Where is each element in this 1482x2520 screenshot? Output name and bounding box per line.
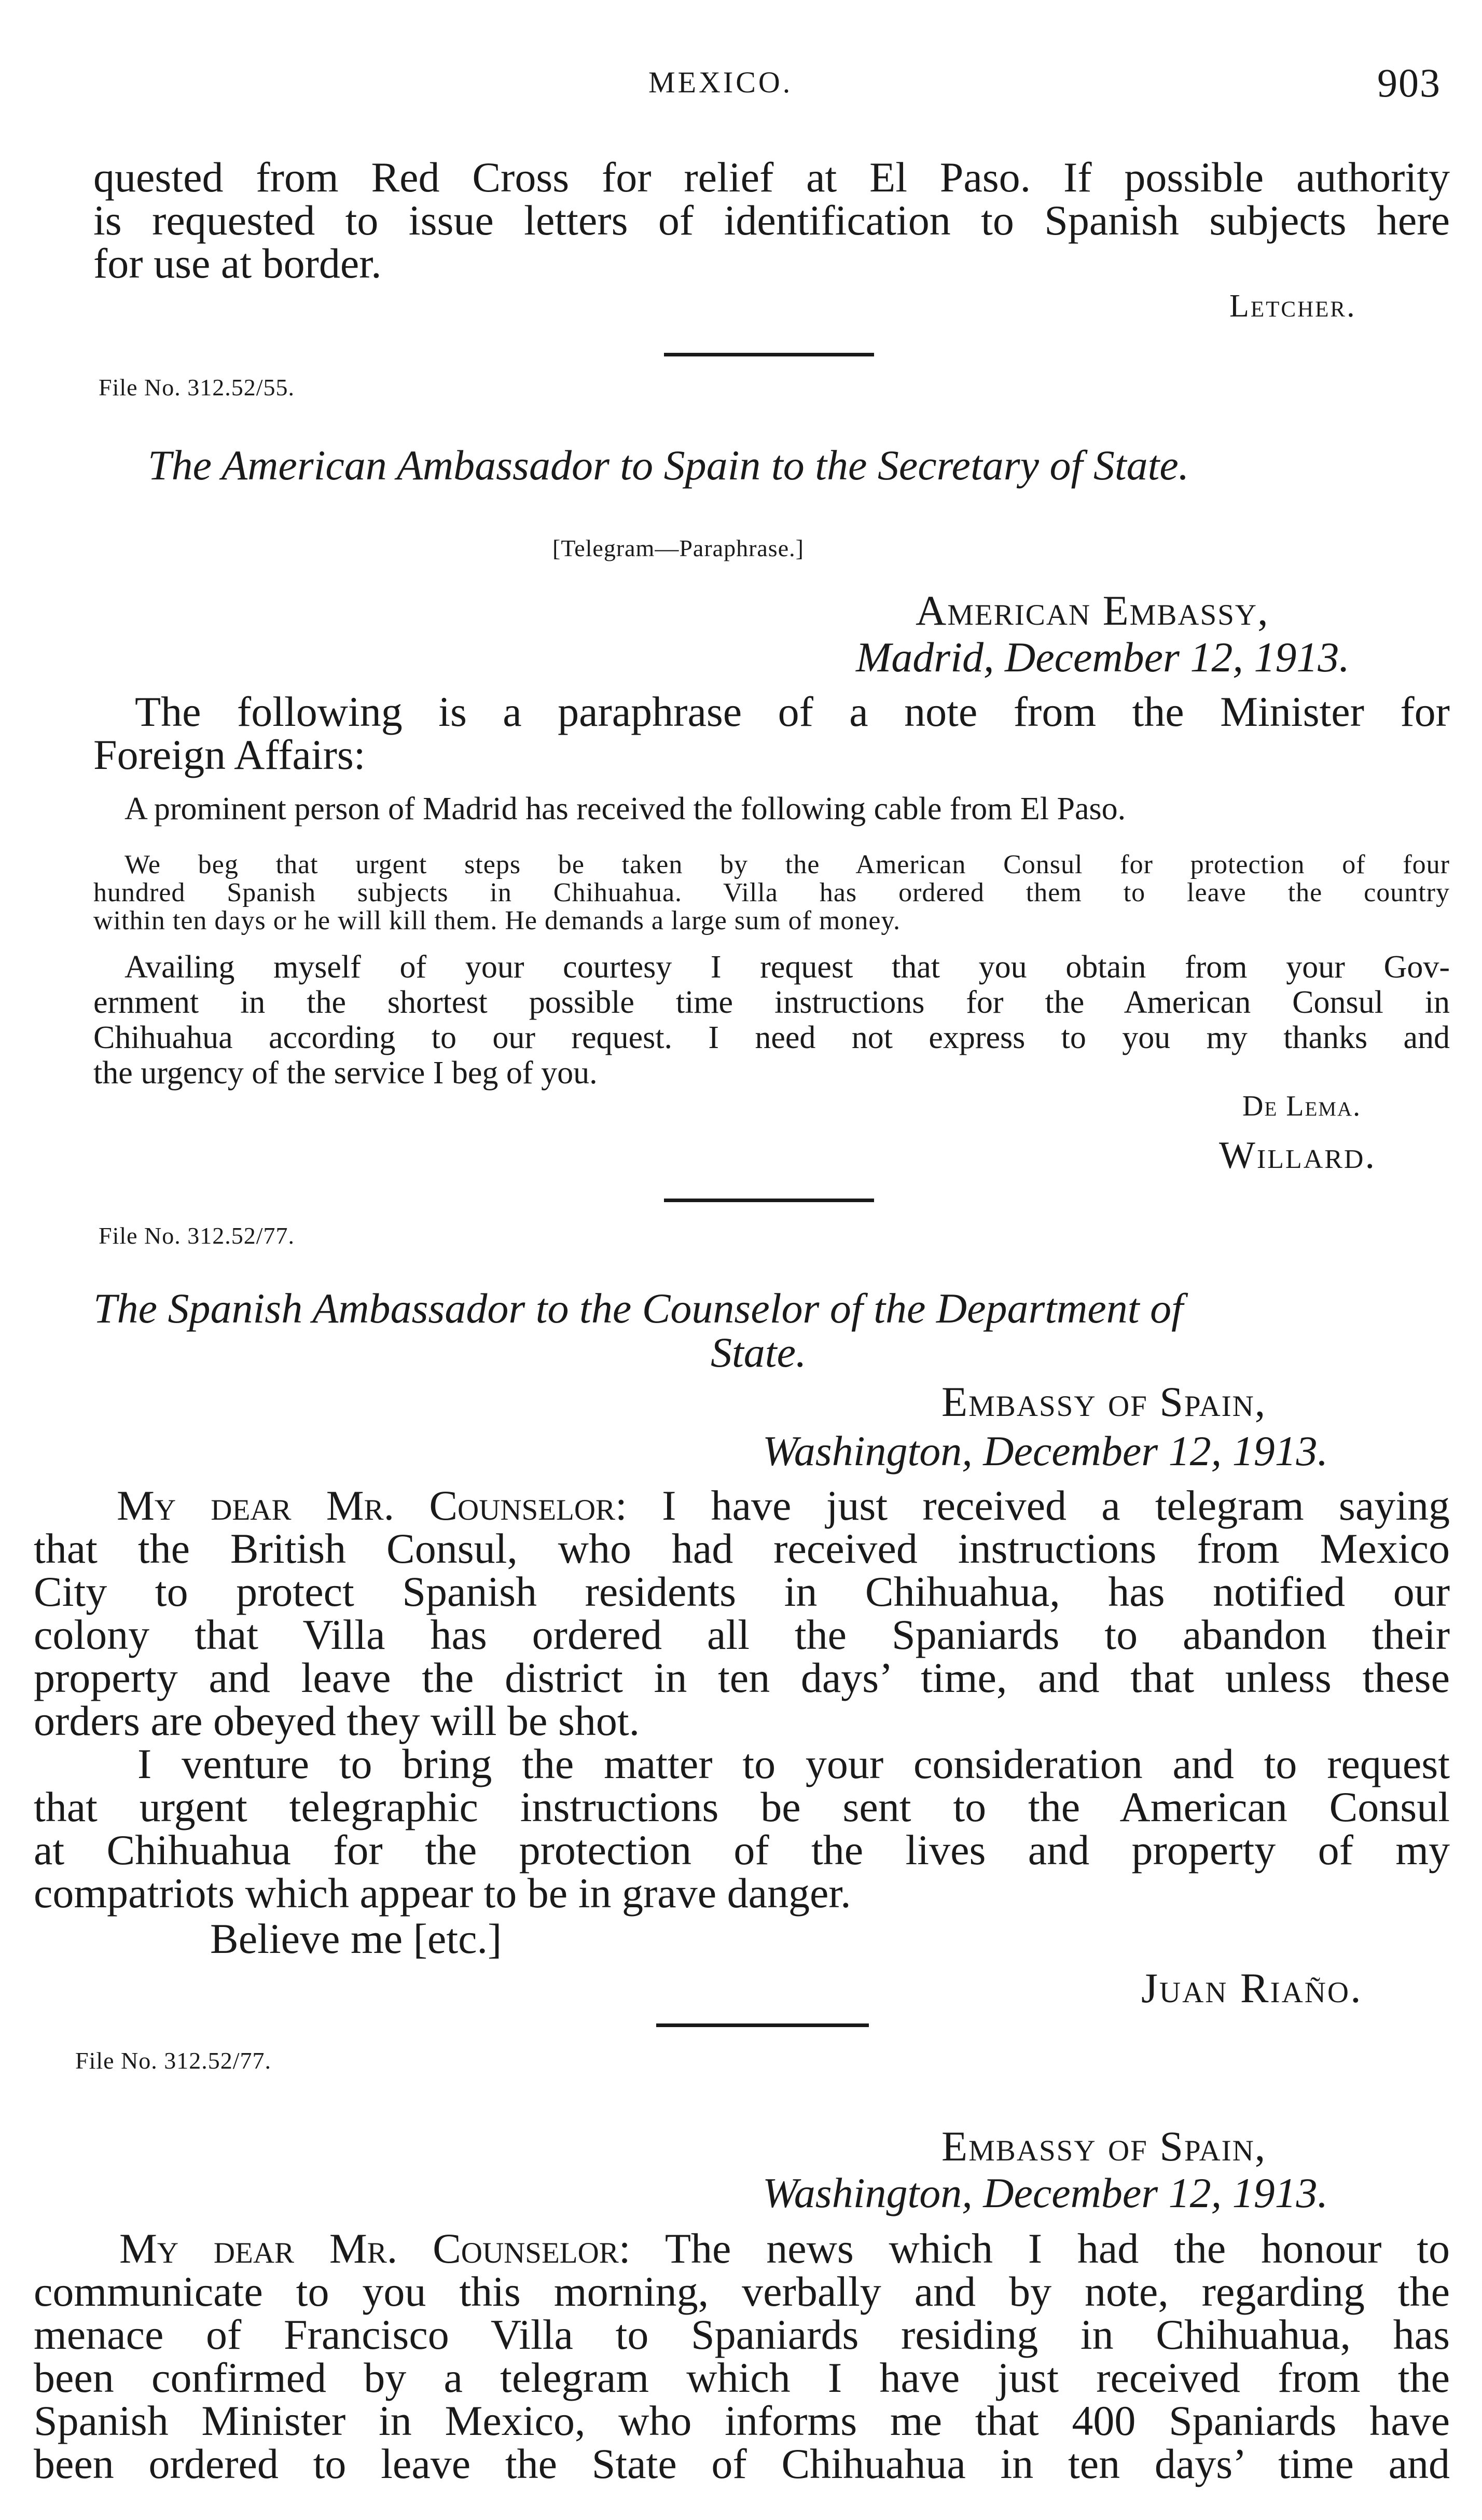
text-fragment: I have just received a telegram saying bbox=[627, 1482, 1450, 1529]
sender-place: Embassy of Spain, bbox=[941, 2123, 1267, 2170]
text-line: Availing myself of your courtesy I request that you obtain from your Gov- bbox=[124, 949, 1450, 985]
text-fragment: The news which I had the honour to bbox=[630, 2225, 1450, 2272]
text-line bbox=[34, 1484, 1450, 1527]
text-line: quested from Red Cross for relief at El Paso. If possible authority bbox=[93, 154, 1450, 201]
text-line: compatriots which appear to be in grave danger. bbox=[34, 1869, 851, 1917]
text-line: Spanish Minister in Mexico, who informs me that 400 Spaniards have bbox=[34, 2397, 1450, 2444]
letter-date: Madrid, December 12, 1913. bbox=[856, 634, 1350, 681]
salutation: My dear Mr. Counselor: bbox=[117, 1482, 627, 1529]
signature: Willard. bbox=[1219, 1134, 1376, 1177]
text-line: property and leave the district in ten days’ time, and that unless these bbox=[34, 1654, 1450, 1701]
text-line: The following is a paraphrase of a note from the Minister for bbox=[135, 688, 1450, 735]
text-line: at Chihuahua for the protection of the lives and property of my bbox=[34, 1826, 1450, 1874]
sender-place: Embassy of Spain, bbox=[941, 1378, 1267, 1425]
letter-paragraph bbox=[34, 1742, 1450, 1915]
section-divider bbox=[664, 353, 874, 356]
text-line: menace of Francisco Villa to Spaniards residing in Chihuahua, has bbox=[34, 2311, 1450, 2358]
text-line: I venture to bring the matter to your consideration and to request bbox=[137, 1740, 1450, 1787]
letter-date: Washington, December 12, 1913. bbox=[763, 2169, 1328, 2216]
document-title: The American Ambassador to Spain to the Secretary of State. bbox=[148, 442, 1189, 489]
salutation: My dear Mr. Counselor: bbox=[119, 2225, 631, 2272]
text-line: colony that Villa has ordered all the Spaniards to abandon their bbox=[34, 1611, 1450, 1658]
text-line: Chihuahua according to our request. I need not express to you my thanks and bbox=[93, 1020, 1450, 1055]
file-number: File No. 312.52/77. bbox=[99, 1222, 295, 1249]
letter-date: Washington, December 12, 1913. bbox=[763, 1427, 1328, 1475]
text-line: that the British Consul, who had received instructions from Mexico bbox=[34, 1525, 1450, 1572]
letter-paragraph bbox=[34, 2227, 1450, 2485]
running-header: MEXICO. bbox=[648, 65, 793, 99]
text-line: We beg that urgent steps be taken by the American Consul for protection of four bbox=[124, 850, 1450, 879]
cable-text bbox=[93, 851, 1450, 935]
text-line: orders are obeyed they will be shot. bbox=[34, 1697, 640, 1744]
letter-closing: Believe me [etc.] bbox=[210, 1915, 502, 1962]
telegram-note: [Telegram—Paraphrase.] bbox=[552, 535, 804, 561]
text-line: ernment in the shortest possible time instructions for the American Consul in bbox=[93, 985, 1450, 1020]
text-line: Foreign Affairs: bbox=[93, 731, 366, 778]
quote-intro: A prominent person of Madrid has received the following cable from El Paso. bbox=[124, 791, 1126, 827]
file-number: File No. 312.52/77. bbox=[75, 2047, 272, 2074]
letter-paragraph bbox=[34, 1484, 1450, 1742]
text-line: been ordered to leave the State of Chihuahua in ten days’ time and bbox=[34, 2440, 1450, 2487]
text-line: that urgent telegraphic instructions be sent to the American Consul bbox=[34, 1783, 1450, 1830]
document-title-cont: State. bbox=[711, 1329, 807, 1376]
text-line: the urgency of the service I beg of you. bbox=[93, 1055, 598, 1091]
text-line: within ten days or he will kill them. He demands a large sum of money. bbox=[93, 906, 901, 935]
text-line: communicate to you this morning, verbally and by note, regarding the bbox=[34, 2268, 1450, 2315]
text-line bbox=[34, 2227, 1450, 2270]
continuation-paragraph bbox=[93, 156, 1450, 285]
intro-paragraph bbox=[93, 690, 1450, 776]
signature: Letcher. bbox=[1229, 288, 1356, 324]
section-divider bbox=[664, 1199, 874, 1202]
sender-place: American Embassy, bbox=[916, 587, 1269, 634]
request-paragraph bbox=[93, 949, 1450, 1091]
signature: De Lema. bbox=[1242, 1090, 1362, 1122]
section-divider bbox=[656, 2023, 869, 2027]
signature: Juan Riaño. bbox=[1141, 1964, 1363, 2012]
text-line: hundred Spanish subjects in Chihuahua. Villa has ordered them to leave the country bbox=[93, 878, 1450, 907]
file-number: File No. 312.52/55. bbox=[99, 374, 295, 401]
text-line: is requested to issue letters of identification to Spanish subjects here bbox=[93, 197, 1450, 244]
text-line: for use at border. bbox=[93, 240, 382, 287]
page-number: 903 bbox=[1377, 60, 1441, 105]
document-title: The Spanish Ambassador to the Counselor of the Department of bbox=[93, 1285, 1183, 1332]
text-line: been confirmed by a telegram which I have just received from the bbox=[34, 2354, 1450, 2401]
text-line: City to protect Spanish residents in Chihuahua, has notified our bbox=[34, 1568, 1450, 1615]
